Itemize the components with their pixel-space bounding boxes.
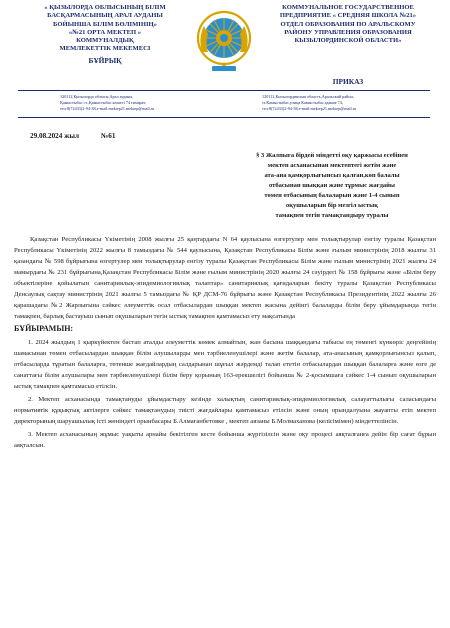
title-line: оқушыларын бір мезгіл ыстық — [286, 202, 378, 209]
address-line: тел:8(72433)2-94-38,e-mail:mektep21.mektep@mail.ru — [262, 106, 357, 111]
header-left-line: КОММУНАЛДЫҚ — [76, 37, 134, 45]
header-left-line: БОЙЫНША БІЛІМ БӨЛІМІНІҢ» — [53, 20, 157, 28]
decree-heading: БҰЙЫРАМЫН: — [14, 324, 74, 333]
order-date-number — [30, 132, 137, 140]
order-number: №61 — [101, 132, 116, 140]
kazakhstan-state-emblem-icon — [196, 8, 252, 74]
address-line: 120112,Кызылординская область,Аральский район, — [262, 94, 354, 99]
address-line: ст.Камыстыбас,улица Камыстыбас,здание 74, — [262, 100, 343, 105]
document-body — [14, 234, 436, 451]
address-divider — [18, 117, 430, 118]
header-left-line: БАСҚАРМАСЫНЫҢ АРАЛ АУДАНЫ — [47, 12, 163, 20]
order-date: 29.08.2024 жыл — [30, 132, 79, 140]
header-left-title: БҰЙРЫҚ — [88, 55, 122, 65]
title-line: төмен отбасының балаларын және 1-4 сынып — [264, 192, 400, 199]
header-left-line: « ҚЫЗЫЛОРДА ОБЛЫСЫНЫҢ БІЛІМ — [44, 4, 166, 11]
header-divider — [18, 90, 430, 91]
header-left-block — [20, 4, 190, 65]
title-line: тамақпен тегін тамақтандыру туралы — [275, 212, 389, 219]
title-line: ата-ана қамқорлығынсыз қалған,көп балалы — [264, 172, 400, 179]
address-line: 120112,Қызылорда облысы,Арал ауданы, — [60, 94, 134, 99]
order-item-2: 2. Мектеп асханасында тамақтануды ұйымдастыру кезінде халықтың санитариялық-эпидемиологиялық салауаттылығы саласындағы нормативтік құқықтық актілерге сәйкес тамақтанудың тиісті жағдайлары қамтамасыз етілсін және оның орындалуына жауапты етіп мектеп директорының шаруашылық істі жөніндегі орынбасары Б.Алмағанбетовке , мектеп аязаны Б.Молмаханова (келісімімен) міндеттелінсін. — [14, 396, 436, 425]
address-right — [262, 94, 356, 112]
order-title-ru: ПРИКАЗ — [332, 77, 364, 86]
header-right-line: ОТДЕЛ ОБРАЗОВАНИЯ ПО АРАЛЬСКОМУ — [280, 20, 416, 28]
title-line: мектеп асханасынан мектептегі жетім және — [267, 162, 397, 169]
header-left-line: МЕМЛЕКЕТТІК МЕКЕМЕСІ — [59, 45, 151, 53]
title-line: § 3 Жалпыға бірдей міндетті оқу қаржысы есебінен — [256, 152, 408, 159]
header-right-line: КОММУНАЛЬНОЕ ГОСУДАРСТВЕННОЕ — [282, 4, 414, 11]
document-title — [232, 151, 432, 221]
intro-paragraph: Қазақстан Республикасы Үкіметінің 2008 жылғы 25 қаңтардағы N 64 қаулысына өзгертулер мен толықтырулар енгізу туралы Қазақстан Республикасы Үкіметінің 2022 жылғы 8 тамыздағы № 544 қаулысына, Қазақстан Республикасы Білім және ғылым министрінің 2018 жылғы 31 қазандағы № 598 бұйрығына өзгертулер мен толықтырулар енгізу туралы Қазақстан Республикасы Білім және ғылым министрінің 2021 жылғы 24 мамырдағы № 231 бұйрығына,Қазақстан Республикасы Білім және ғылым министрінің 2020 жылғы 24 сәуірдегі № 158 бұйрығы және «Білім беру объектілеріне қойылатын санитариялық-эпидемиологиялық талаптар» санитариялық қағидаларын бекіту туралы Қазақстан Республикасы Денсаулық сақтау министрінің 2021 жылғы 5 тамыздағы № ҚР ДСМ-76 бұйрығы және Қазақстан Республикасы Президентінің 2022 жылғы 26 қарашадағы №2 Жарлығына сәйкес әлеуметтік осал отбасылардан шыққан мектеп жасына дейінгі балаларды білім беру ұйымдарында тегін тамақпен, барлық бастауыш сынып оқушыларын тегін ыстық тамақпен қамтамасыз ету мақсатында — [14, 236, 436, 320]
order-item-3: 3. Мектеп асханасының жұмыс уақыты арнайы бекітілген кесте бойынша жүргізілсін және оқу процесі аяқталғанға дейін бір сағат бұрын аяқталсын. — [14, 431, 436, 449]
address-line: Қамыстыбас ст.,Қамыстыбас көшесі 74 ғимарат, — [60, 100, 146, 105]
order-item-1: 1. 2024 жылдың 1 қыркүйектен бастап аталды әлеуметтік көмек алмайтын, жан басына шаққандағы табысы ең төменгі күнкөріс деңгейінің шамасынан төмен отбасылардан шыққан білім алушыларды мен тәрбиеленушілері және жетім балалар, ата-анасының қамқорлығынсыз қалып, отбасыларда тұратын балаларға, төтенше жағдайлардың салдарынан шұғыл жәрдемді талап ететін отбасылардан шыққан балаларға және өзге де санаттағы білім алушылары мен тәрбиеленушілері білім беру қорының 163-ерекшелігі бойынша № 2-қосымшаға сәйкес 1-4 сынып оқушыларын ыстық тамақпен қамтамасыз етілсін. — [14, 339, 436, 390]
header-right-line: КЫЗЫЛОРДИНСКОЙ ОБЛАСТИ» — [294, 37, 402, 45]
header-right-block — [262, 4, 434, 45]
header-left-line: «№21 ОРТА МЕКТЕП » — [68, 28, 142, 36]
header-right-line: ПРЕДПРИЯТИЕ « СРЕДНЯЯ ШКОЛА №21» — [279, 12, 417, 20]
address-line: тел:8(72433)2-94-38,e-mail:mektep21.mektep@mail.ru — [60, 106, 155, 111]
header-right-line: РАЙОНУ УПРАВЛЕНИЯ ОБРАЗОВАНИЯ — [284, 28, 412, 36]
title-line: отбасынан шыққан және тұрмыс жағдайы — [269, 182, 395, 189]
address-left — [60, 94, 154, 112]
